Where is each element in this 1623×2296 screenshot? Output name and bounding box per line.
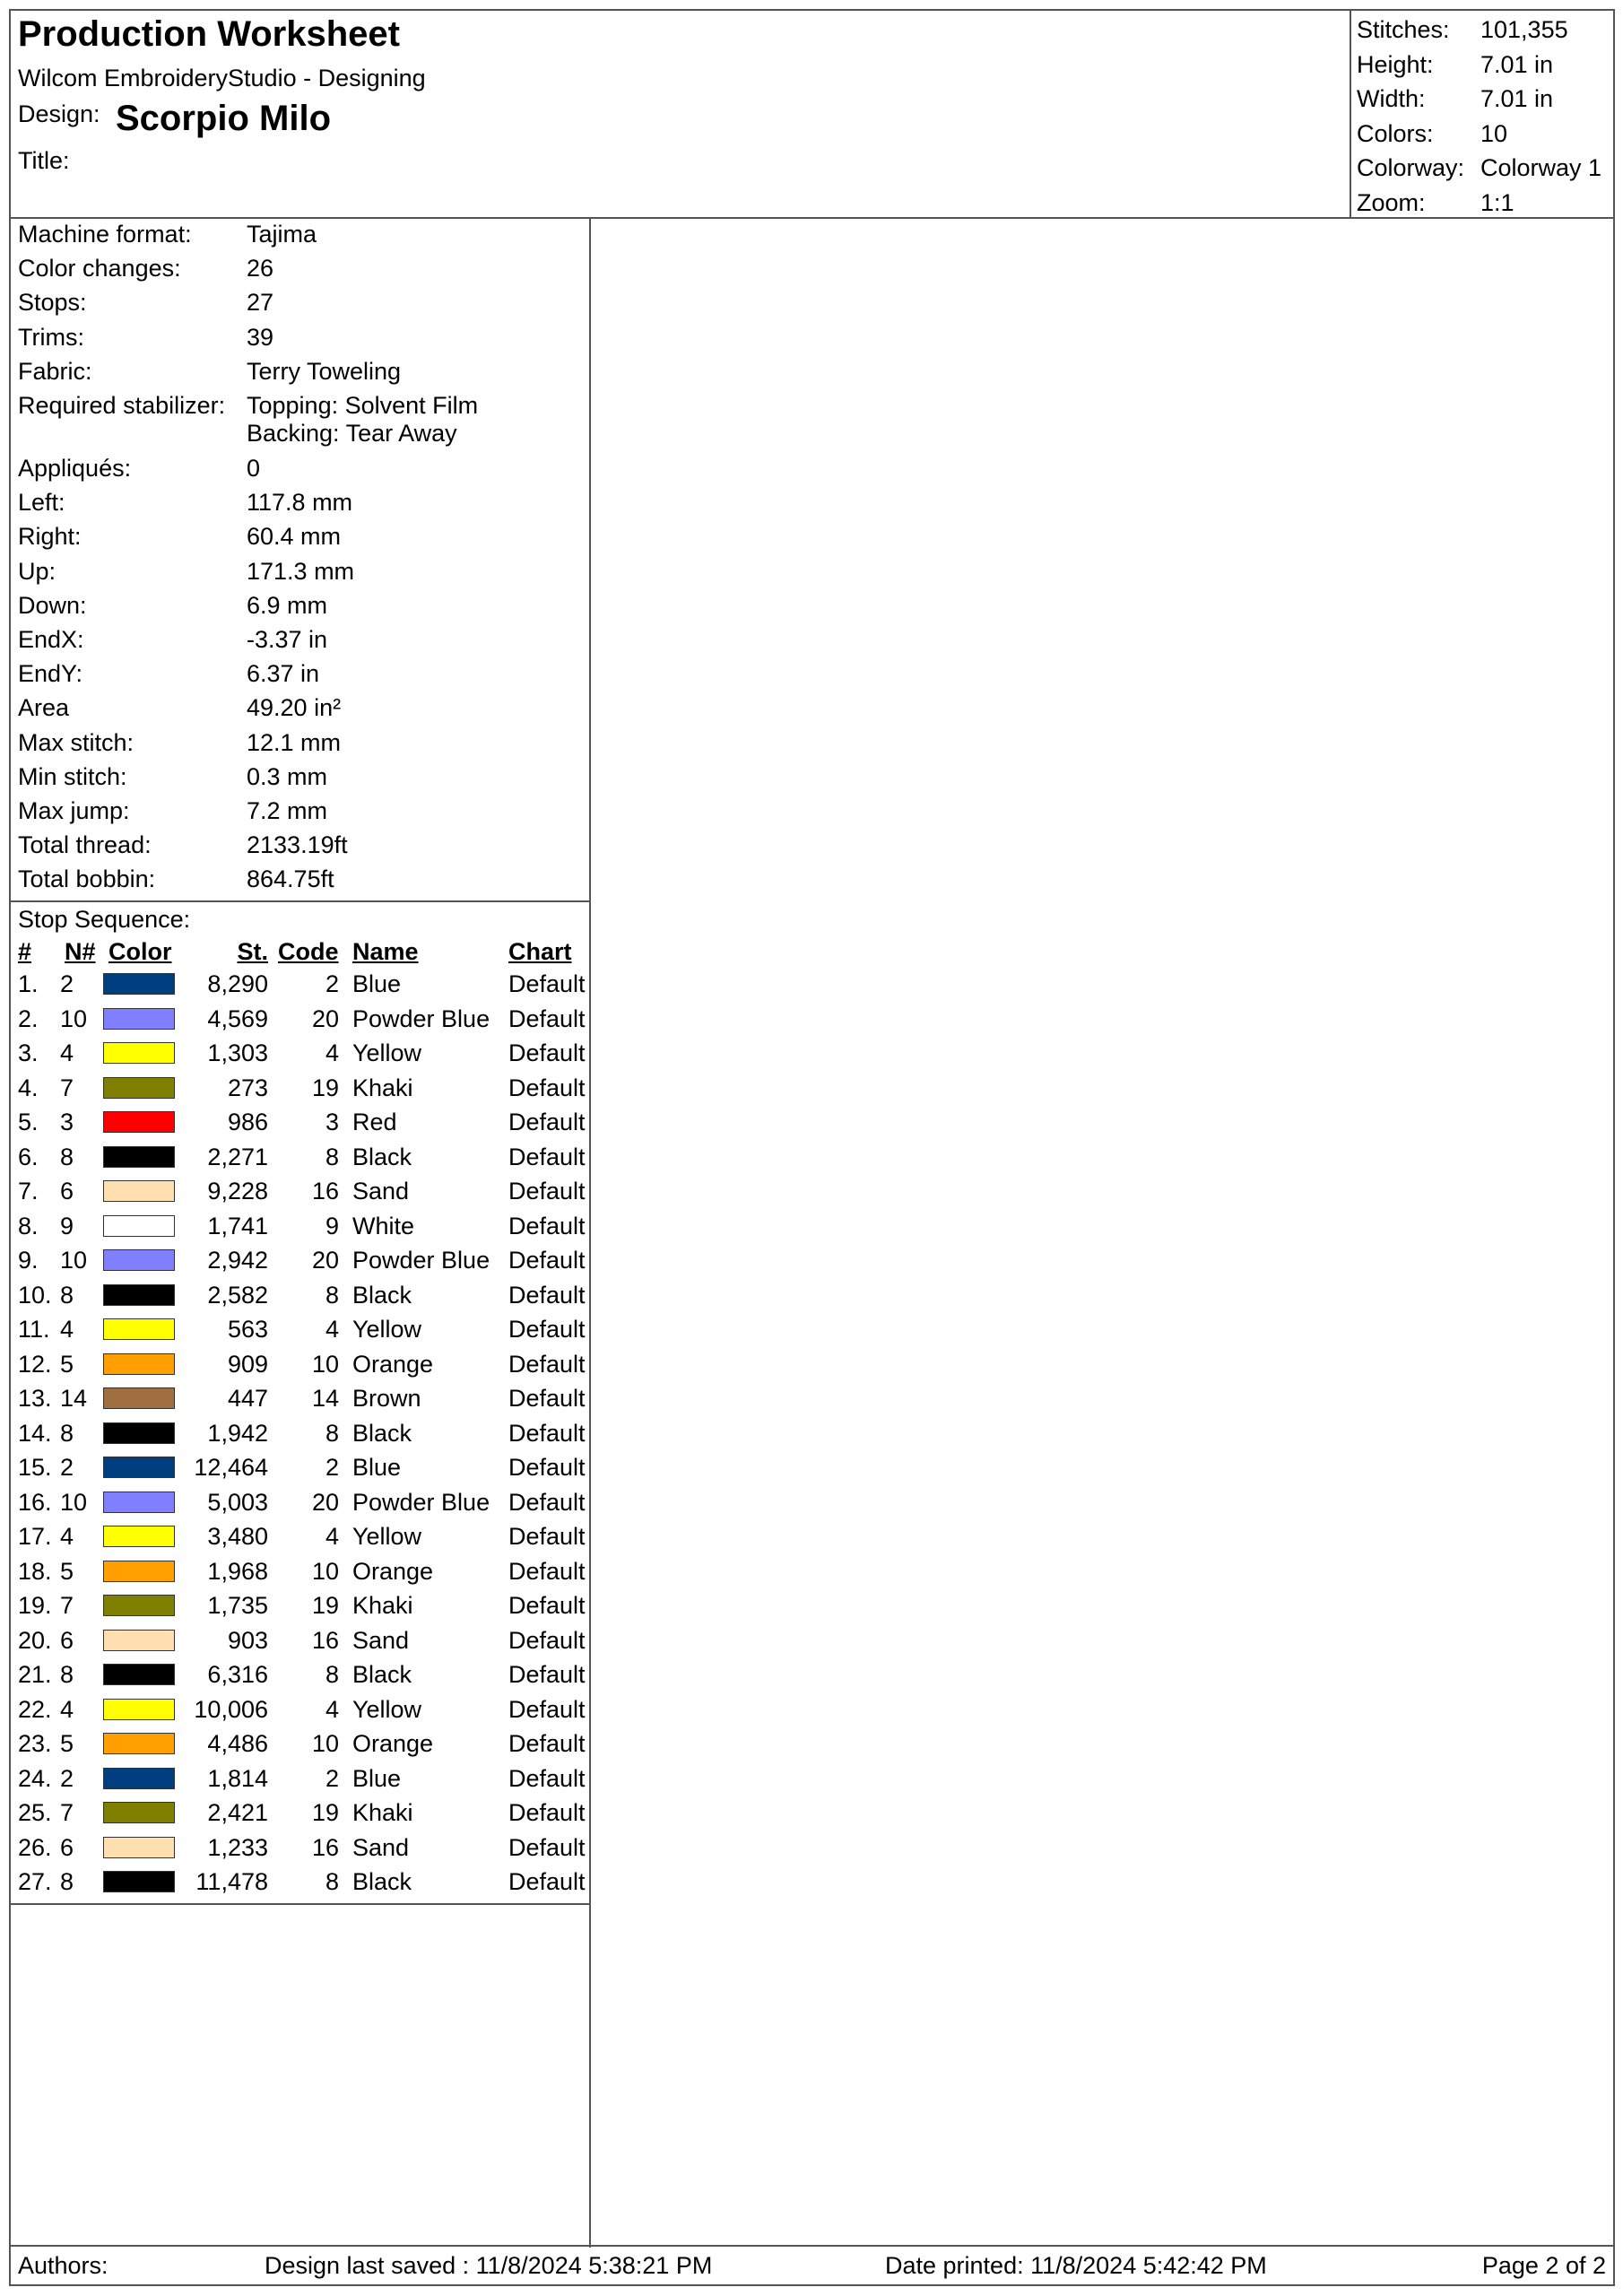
info-value: 117.8 mm [247, 489, 353, 517]
needle-number: 10 [60, 1488, 88, 1516]
needle-number: 6 [60, 1833, 74, 1861]
thread-name: Khaki [352, 1799, 413, 1826]
design-details-panel [11, 219, 591, 2248]
stop-row [11, 1316, 589, 1350]
header-stitches: St. [237, 938, 268, 965]
thread-chart: Default [508, 1212, 586, 1239]
stop-row [11, 1489, 589, 1523]
thread-code: 16 [311, 1833, 339, 1861]
thread-code: 19 [311, 1799, 339, 1826]
thread-code: 16 [311, 1626, 339, 1654]
needle-number: 9 [60, 1212, 74, 1239]
info-value: 0.3 mm [247, 762, 328, 790]
needle-number: 4 [60, 1695, 74, 1723]
authors-label: Authors: [18, 2252, 108, 2279]
color-swatch [103, 1284, 175, 1306]
production-worksheet [9, 9, 1615, 2286]
stop-number: 18. [18, 1557, 52, 1585]
thread-name: Red [352, 1109, 397, 1135]
thread-name: Blue [352, 1454, 402, 1481]
info-label: Total bobbin: [18, 865, 156, 893]
needle-number: 4 [60, 1316, 74, 1343]
color-swatch [103, 1077, 175, 1099]
info-value: 12.1 mm [247, 728, 342, 756]
needle-number: 6 [60, 1178, 74, 1205]
color-swatch [103, 1008, 175, 1030]
stitch-count: 903 [227, 1626, 268, 1654]
stop-row [11, 1730, 589, 1764]
stop-number: 16. [18, 1488, 52, 1516]
stop-row [11, 1868, 589, 1902]
stop-number: 20. [18, 1626, 52, 1654]
info-label: Appliqués: [18, 455, 132, 482]
thread-chart: Default [508, 1488, 586, 1516]
needle-number: 2 [60, 1764, 74, 1792]
needle-number: 5 [60, 1730, 74, 1757]
design-name: Scorpio Milo [116, 99, 331, 138]
last-saved: Design last saved : 11/8/2024 5:38:21 PM [265, 2252, 713, 2279]
thread-chart: Default [508, 1004, 586, 1032]
color-swatch [103, 973, 175, 995]
stop-number: 7. [18, 1178, 39, 1205]
stop-number: 9. [18, 1247, 39, 1274]
stop-row [11, 1558, 589, 1592]
thread-name: Khaki [352, 1592, 413, 1619]
thread-code: 19 [311, 1592, 339, 1619]
info-value: 2133.19ft [247, 831, 348, 859]
thread-chart: Default [508, 1178, 586, 1205]
color-swatch [103, 1111, 175, 1133]
info-label: Required stabilizer: [18, 392, 226, 419]
info-value: 171.3 mm [247, 557, 355, 585]
thread-chart: Default [508, 1419, 586, 1447]
summary-label: Zoom: [1357, 188, 1426, 216]
thread-name: Sand [352, 1626, 410, 1654]
info-value-secondary: Backing: Tear Away [247, 420, 457, 447]
color-swatch [103, 1180, 175, 1202]
thread-chart: Default [508, 1247, 586, 1274]
stop-row [11, 1247, 589, 1281]
thread-chart: Default [508, 1764, 586, 1792]
info-label: Machine format: [18, 221, 192, 248]
stop-number: 14. [18, 1419, 52, 1447]
stop-number: 21. [18, 1661, 52, 1688]
stop-number: 8. [18, 1212, 39, 1239]
stitch-count: 11,478 [195, 1868, 268, 1895]
stop-number: 25. [18, 1799, 52, 1826]
info-label: Max stitch: [18, 728, 135, 756]
stitch-count: 1,735 [207, 1592, 268, 1619]
header-code: Code [278, 938, 339, 965]
info-value: 0 [247, 455, 261, 482]
needle-number: 7 [60, 1074, 74, 1101]
stitch-count: 1,968 [207, 1557, 268, 1585]
summary-label: Colors: [1357, 119, 1434, 147]
stitch-count: 1,233 [207, 1833, 268, 1861]
thread-name: Black [352, 1281, 412, 1309]
stop-number: 12. [18, 1350, 52, 1378]
info-value: 6.9 mm [247, 591, 328, 619]
thread-code: 3 [325, 1109, 339, 1135]
header-chart: Chart [508, 938, 572, 965]
thread-name: Yellow [352, 1316, 422, 1343]
thread-name: Black [352, 1868, 412, 1895]
stop-row [11, 1834, 589, 1868]
header-name: Name [352, 938, 419, 965]
summary-label: Width: [1357, 85, 1426, 112]
info-label: Color changes: [18, 255, 181, 283]
color-swatch [103, 1733, 175, 1754]
color-swatch [103, 1837, 175, 1858]
stitch-count: 909 [227, 1350, 268, 1378]
thread-code: 10 [311, 1350, 339, 1378]
thread-code: 2 [325, 970, 339, 997]
stitch-count: 5,003 [207, 1488, 268, 1516]
thread-code: 8 [325, 1661, 339, 1688]
thread-name: Powder Blue [352, 1004, 490, 1032]
thread-code: 20 [311, 1247, 339, 1274]
stop-row [11, 1420, 589, 1454]
stitch-count: 2,942 [207, 1247, 268, 1274]
stop-row [11, 1074, 589, 1109]
thread-chart: Default [508, 1143, 586, 1170]
needle-number: 14 [60, 1385, 88, 1412]
info-value: Tajima [247, 221, 317, 248]
thread-chart: Default [508, 1454, 586, 1481]
info-value: -3.37 in [247, 626, 328, 653]
thread-chart: Default [508, 1109, 586, 1135]
page-number: Page 2 of 2 [1481, 2252, 1606, 2279]
needle-number: 6 [60, 1626, 74, 1654]
summary-value: 7.01 in [1480, 85, 1554, 112]
info-value: 39 [247, 323, 274, 351]
summary-value: Colorway 1 [1480, 154, 1602, 181]
info-label: Stops: [18, 289, 87, 317]
info-label: Total thread: [18, 831, 152, 859]
stop-row [11, 1144, 589, 1178]
stop-number: 19. [18, 1592, 52, 1619]
info-label: EndY: [18, 660, 83, 688]
stitch-count: 1,814 [207, 1764, 268, 1792]
stitch-count: 4,569 [207, 1004, 268, 1032]
thread-code: 9 [325, 1212, 339, 1239]
stop-row [11, 1765, 589, 1799]
thread-chart: Default [508, 1868, 586, 1895]
needle-number: 5 [60, 1350, 74, 1378]
needle-number: 7 [60, 1799, 74, 1826]
stitch-count: 1,303 [207, 1039, 268, 1066]
info-label: Area [18, 694, 70, 722]
stop-row [11, 1005, 589, 1039]
stitch-count: 1,942 [207, 1419, 268, 1447]
stitch-count: 8,290 [207, 970, 268, 997]
stop-number: 15. [18, 1454, 52, 1481]
thread-name: Blue [352, 1764, 402, 1792]
stitch-count: 3,480 [207, 1523, 268, 1550]
stop-row [11, 1213, 589, 1247]
color-swatch [103, 1318, 175, 1340]
thread-name: Powder Blue [352, 1488, 490, 1516]
thread-name: Orange [352, 1730, 434, 1757]
thread-code: 8 [325, 1281, 339, 1309]
color-swatch [103, 1249, 175, 1271]
thread-code: 10 [311, 1557, 339, 1585]
color-swatch [103, 1768, 175, 1789]
summary-value: 1:1 [1480, 188, 1515, 216]
needle-number: 5 [60, 1557, 74, 1585]
stop-row [11, 1661, 589, 1695]
stop-row [11, 1351, 589, 1385]
stop-row [11, 970, 589, 1004]
info-label: Left: [18, 489, 65, 517]
thread-chart: Default [508, 1833, 586, 1861]
summary-value: 7.01 in [1480, 50, 1554, 78]
summary-label: Height: [1357, 50, 1434, 78]
color-swatch [103, 1146, 175, 1168]
info-label: EndX: [18, 626, 84, 653]
thread-chart: Default [508, 1316, 586, 1343]
design-label: Design: [18, 100, 100, 127]
stop-sequence-title: Stop Sequence: [18, 906, 191, 933]
thread-chart: Default [508, 1385, 586, 1412]
stitch-count: 1,741 [207, 1212, 268, 1239]
color-swatch [103, 1042, 175, 1064]
thread-name: Powder Blue [352, 1247, 490, 1274]
info-value: Topping: Solvent Film [247, 392, 479, 419]
color-swatch [103, 1699, 175, 1720]
stitch-count: 12,464 [194, 1454, 268, 1481]
needle-number: 2 [60, 1454, 74, 1481]
stitch-count: 273 [227, 1074, 268, 1101]
thread-code: 8 [325, 1143, 339, 1170]
thread-chart: Default [508, 1523, 586, 1550]
machine-info [11, 219, 589, 902]
stitch-count: 2,582 [207, 1281, 268, 1309]
stitch-count: 563 [227, 1316, 268, 1343]
thread-chart: Default [508, 1350, 586, 1378]
info-label: Min stitch: [18, 762, 127, 790]
thread-code: 4 [325, 1316, 339, 1343]
needle-number: 4 [60, 1039, 74, 1066]
stop-row [11, 1799, 589, 1833]
needle-number: 3 [60, 1109, 74, 1135]
application-subtitle: Wilcom EmbroideryStudio - Designing [18, 65, 426, 91]
worksheet-header [11, 11, 1613, 219]
header-needle: N# [65, 938, 96, 965]
color-swatch [103, 1387, 175, 1409]
thread-name: Black [352, 1661, 412, 1688]
thread-name: Sand [352, 1178, 410, 1205]
summary-value: 10 [1480, 119, 1508, 147]
thread-code: 20 [311, 1488, 339, 1516]
thread-chart: Default [508, 1730, 586, 1757]
color-swatch [103, 1561, 175, 1582]
thread-name: Black [352, 1419, 412, 1447]
stop-row [11, 1627, 589, 1661]
header-color: Color [108, 938, 172, 965]
thread-code: 8 [325, 1868, 339, 1895]
stop-row [11, 1178, 589, 1212]
stop-sequence [11, 902, 589, 1905]
thread-name: Brown [352, 1385, 421, 1412]
info-value: 6.37 in [247, 660, 320, 688]
stop-row [11, 1282, 589, 1316]
stitch-count: 2,421 [207, 1799, 268, 1826]
thread-code: 10 [311, 1730, 339, 1757]
thread-name: Sand [352, 1833, 410, 1861]
thread-chart: Default [508, 1626, 586, 1654]
design-summary [1350, 11, 1615, 217]
stop-number: 6. [18, 1143, 39, 1170]
color-swatch [103, 1215, 175, 1237]
stitch-count: 986 [227, 1109, 268, 1135]
stop-number: 1. [18, 970, 39, 997]
stop-number: 23. [18, 1730, 52, 1757]
color-swatch [103, 1664, 175, 1685]
info-label: Max jump: [18, 797, 130, 824]
stitch-count: 2,271 [207, 1143, 268, 1170]
needle-number: 10 [60, 1004, 88, 1032]
page-title: Production Worksheet [18, 14, 400, 54]
needle-number: 4 [60, 1523, 74, 1550]
info-label: Right: [18, 523, 82, 551]
thread-chart: Default [508, 1695, 586, 1723]
thread-name: Orange [352, 1557, 434, 1585]
color-swatch [103, 1871, 175, 1892]
thread-name: Yellow [352, 1695, 422, 1723]
thread-name: Blue [352, 970, 402, 997]
stitch-count: 9,228 [207, 1178, 268, 1205]
thread-chart: Default [508, 1661, 586, 1688]
needle-number: 10 [60, 1247, 88, 1274]
stop-number: 24. [18, 1764, 52, 1792]
stop-number: 3. [18, 1039, 39, 1066]
stop-number: 22. [18, 1695, 52, 1723]
stop-row [11, 1523, 589, 1557]
thread-code: 4 [325, 1523, 339, 1550]
color-swatch [103, 1492, 175, 1513]
thread-code: 8 [325, 1419, 339, 1447]
thread-code: 4 [325, 1695, 339, 1723]
color-swatch [103, 1526, 175, 1547]
thread-chart: Default [508, 970, 586, 997]
color-swatch [103, 1422, 175, 1444]
stop-number: 10. [18, 1281, 52, 1309]
info-label: Trims: [18, 323, 84, 351]
summary-label: Colorway: [1357, 154, 1465, 181]
stop-number: 2. [18, 1004, 39, 1032]
stop-row [11, 1385, 589, 1419]
thread-code: 20 [311, 1004, 339, 1032]
thread-name: White [352, 1212, 415, 1239]
thread-chart: Default [508, 1799, 586, 1826]
info-value: 49.20 in² [247, 694, 342, 722]
worksheet-footer [11, 2245, 1613, 2284]
info-label: Up: [18, 557, 56, 585]
color-swatch [103, 1595, 175, 1616]
thread-code: 2 [325, 1764, 339, 1792]
stop-row [11, 1109, 589, 1143]
stop-number: 17. [18, 1523, 52, 1550]
stop-number: 4. [18, 1074, 39, 1101]
needle-number: 8 [60, 1143, 74, 1170]
summary-label: Stitches: [1357, 16, 1450, 43]
thread-name: Black [352, 1143, 412, 1170]
stop-row [11, 1039, 589, 1074]
needle-number: 8 [60, 1868, 74, 1895]
needle-number: 7 [60, 1592, 74, 1619]
thread-chart: Default [508, 1557, 586, 1585]
thread-code: 14 [311, 1385, 339, 1412]
needle-number: 8 [60, 1281, 74, 1309]
info-value: Terry Toweling [247, 357, 402, 385]
needle-number: 8 [60, 1661, 74, 1688]
info-value: 60.4 mm [247, 523, 342, 551]
info-label: Down: [18, 591, 87, 619]
stitch-count: 10,006 [194, 1695, 268, 1723]
stop-number: 5. [18, 1109, 39, 1135]
needle-number: 8 [60, 1419, 74, 1447]
color-swatch [103, 1630, 175, 1651]
date-printed: Date printed: 11/8/2024 5:42:42 PM [885, 2252, 1267, 2279]
stitch-count: 6,316 [207, 1661, 268, 1688]
info-value: 26 [247, 255, 274, 283]
thread-name: Yellow [352, 1039, 422, 1066]
stop-row [11, 1696, 589, 1730]
color-swatch [103, 1457, 175, 1478]
stop-row [11, 1454, 589, 1488]
stop-number: 27. [18, 1868, 52, 1895]
header-number: # [18, 938, 32, 965]
needle-number: 2 [60, 970, 74, 997]
stitch-count: 447 [227, 1385, 268, 1412]
color-swatch [103, 1353, 175, 1375]
thread-name: Yellow [352, 1523, 422, 1550]
thread-name: Khaki [352, 1074, 413, 1101]
thread-chart: Default [508, 1039, 586, 1066]
stop-number: 26. [18, 1833, 52, 1861]
stop-number: 13. [18, 1385, 52, 1412]
thread-code: 16 [311, 1178, 339, 1205]
color-swatch [103, 1802, 175, 1823]
thread-chart: Default [508, 1592, 586, 1619]
info-value: 7.2 mm [247, 797, 328, 824]
stitch-count: 4,486 [207, 1730, 268, 1757]
thread-chart: Default [508, 1074, 586, 1101]
thread-chart: Default [508, 1281, 586, 1309]
summary-value: 101,355 [1480, 16, 1568, 43]
thread-code: 2 [325, 1454, 339, 1481]
thread-code: 4 [325, 1039, 339, 1066]
info-value: 27 [247, 289, 274, 317]
title-label: Title: [18, 147, 70, 174]
stop-number: 11. [18, 1316, 50, 1343]
stop-row [11, 1592, 589, 1626]
info-value: 864.75ft [247, 865, 334, 893]
info-label: Fabric: [18, 357, 92, 385]
thread-name: Orange [352, 1350, 434, 1378]
thread-code: 19 [311, 1074, 339, 1101]
